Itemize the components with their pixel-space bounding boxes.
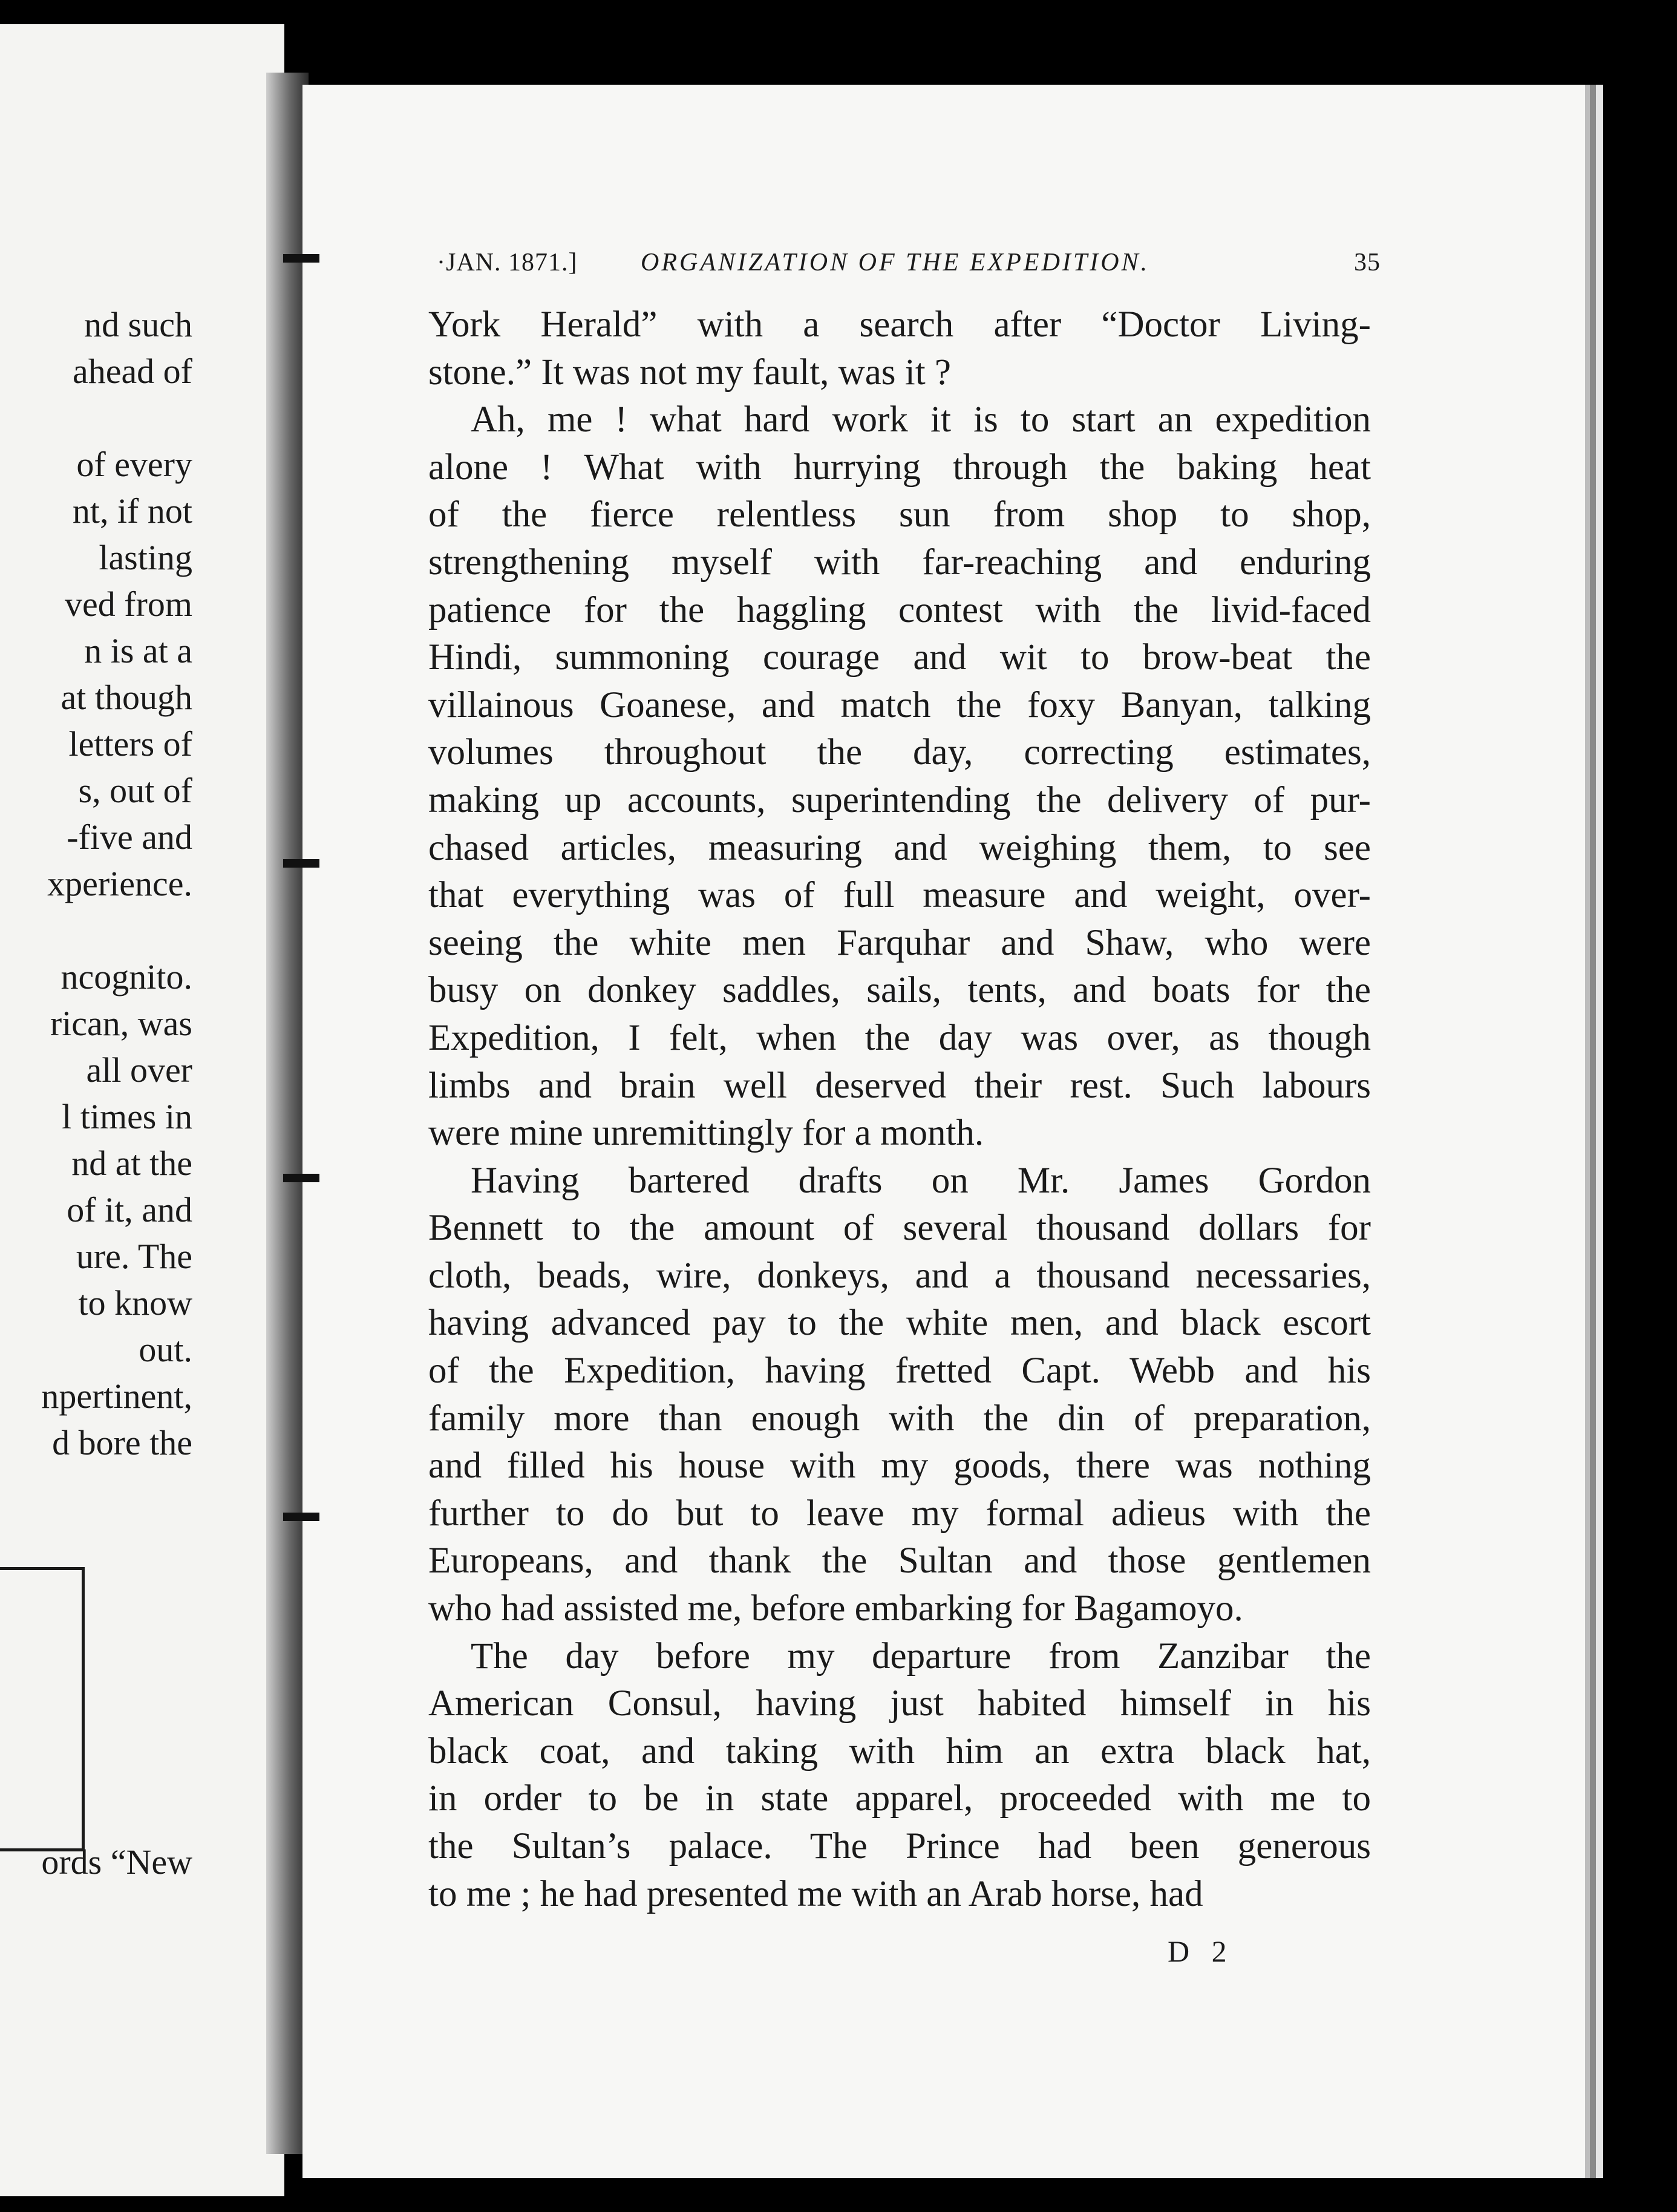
left-page-illustration-frame [0,1567,85,1851]
binding-mark [283,1513,319,1521]
left-page-line: at though [60,678,192,717]
body-line: chased articles, measuring and weighing them, to see [428,827,1371,868]
body-line: Hindi, summoning courage and wit to brow-beat the [428,637,1371,678]
body-line: having advanced pay to the white men, and black escort [428,1303,1371,1344]
left-page-line: nd such [84,305,192,344]
left-page-line: of it, and [67,1190,192,1229]
body-line: the Sultan’s palace. The Prince had been generous [428,1826,1371,1867]
page-number: 35 [1354,249,1381,276]
left-page-line: nd at the [71,1144,192,1183]
left-page-line: n is at a [84,631,192,670]
binding-mark [283,254,319,263]
body-line: patience for the haggling contest with the livid-faced [428,589,1371,630]
body-line: further to do but to leave my formal adieus with the [428,1493,1371,1534]
body-line: family more than enough with the din of preparation, [428,1398,1371,1439]
left-page-fragment [0,24,284,2196]
body-line: Europeans, and thank the Sultan and those gentlemen [428,1540,1371,1582]
left-page-line: rican, was [50,1004,192,1043]
body-line: strengthening myself with far-reaching and enduring [428,542,1371,583]
body-line: Having bartered drafts on Mr. James Gordon [471,1160,1371,1201]
body-line: stone.” It was not my fault, was it ? [428,352,951,393]
body-line: The day before my departure from Zanzibar the [471,1635,1371,1677]
left-page-line: xperience. [47,864,192,903]
left-page-line: ved from [65,584,192,624]
running-head-date: ·JAN. 1871.] [437,249,578,276]
left-page-line: ords “New [41,1842,192,1882]
body-line: of the fierce relentless sun from shop to shop, [428,494,1371,535]
left-page-line: ure. The [76,1237,192,1276]
left-page-line: nt, if not [72,491,192,531]
body-line: seeing the white men Farquhar and Shaw, who were [428,922,1371,963]
binding-mark [283,1174,319,1182]
body-line: were mine unremittingly for a month. [428,1113,984,1154]
signature-mark: D 2 [1168,1934,1234,1968]
body-line: busy on donkey saddles, sails, tents, and boats for the [428,970,1371,1011]
body-line: to me ; he had presented me with an Arab horse, had [428,1873,1203,1914]
binding-mark [283,859,319,868]
left-page-line: ncognito. [60,957,192,996]
running-head [437,244,1381,281]
left-page-line: out. [139,1330,192,1369]
body-line: in order to be in state apparel, proceeded with me to [428,1778,1371,1819]
left-page-line: to know [78,1283,192,1323]
left-page-line: ahead of [72,352,192,391]
body-line: that everything was of full measure and weight, over- [428,875,1371,916]
left-page-line: letters of [68,724,192,764]
body-line: American Consul, having just habited himself in his [428,1683,1371,1724]
body-line: volumes throughout the day, correcting estimates, [428,732,1371,773]
left-page-line: d bore the [52,1423,192,1462]
body-line: black coat, and taking with him an extra black hat, [428,1730,1371,1772]
body-line: making up accounts, superintending the delivery of pur- [428,779,1371,820]
body-text [428,301,1371,1918]
left-page-line: -five and [67,817,192,857]
body-line: of the Expedition, having fretted Capt. Webb and his [428,1350,1371,1392]
left-page-line: lasting [99,538,192,577]
body-line: cloth, beads, wire, donkeys, and a thousand necessaries, [428,1255,1371,1296]
body-line: limbs and brain well deserved their rest. Such labours [428,1065,1371,1106]
body-line: villainous Goanese, and match the foxy Banyan, talking [428,684,1371,725]
body-line: Ah, me ! what hard work it is to start an expedition [471,399,1371,440]
body-line: York Herald” with a search after “Doctor Living- [428,304,1371,345]
left-page-line: of every [76,445,192,484]
body-line: alone ! What with hurrying through the baking heat [428,447,1371,488]
body-line: Expedition, I felt, when the day was over, as though [428,1017,1371,1058]
left-page-line: npertinent, [41,1376,192,1416]
running-head-title: ORGANIZATION OF THE EXPEDITION. [641,249,1150,276]
left-page-line: s, out of [78,771,192,810]
left-page-line: all over [86,1050,192,1090]
body-line: who had assisted me, before embarking for Bagamoyo. [428,1588,1243,1629]
body-line: and filled his house with my goods, there was nothing [428,1445,1371,1487]
left-page-line: l times in [62,1097,192,1136]
body-line: Bennett to the amount of several thousand dollars for [428,1208,1371,1249]
